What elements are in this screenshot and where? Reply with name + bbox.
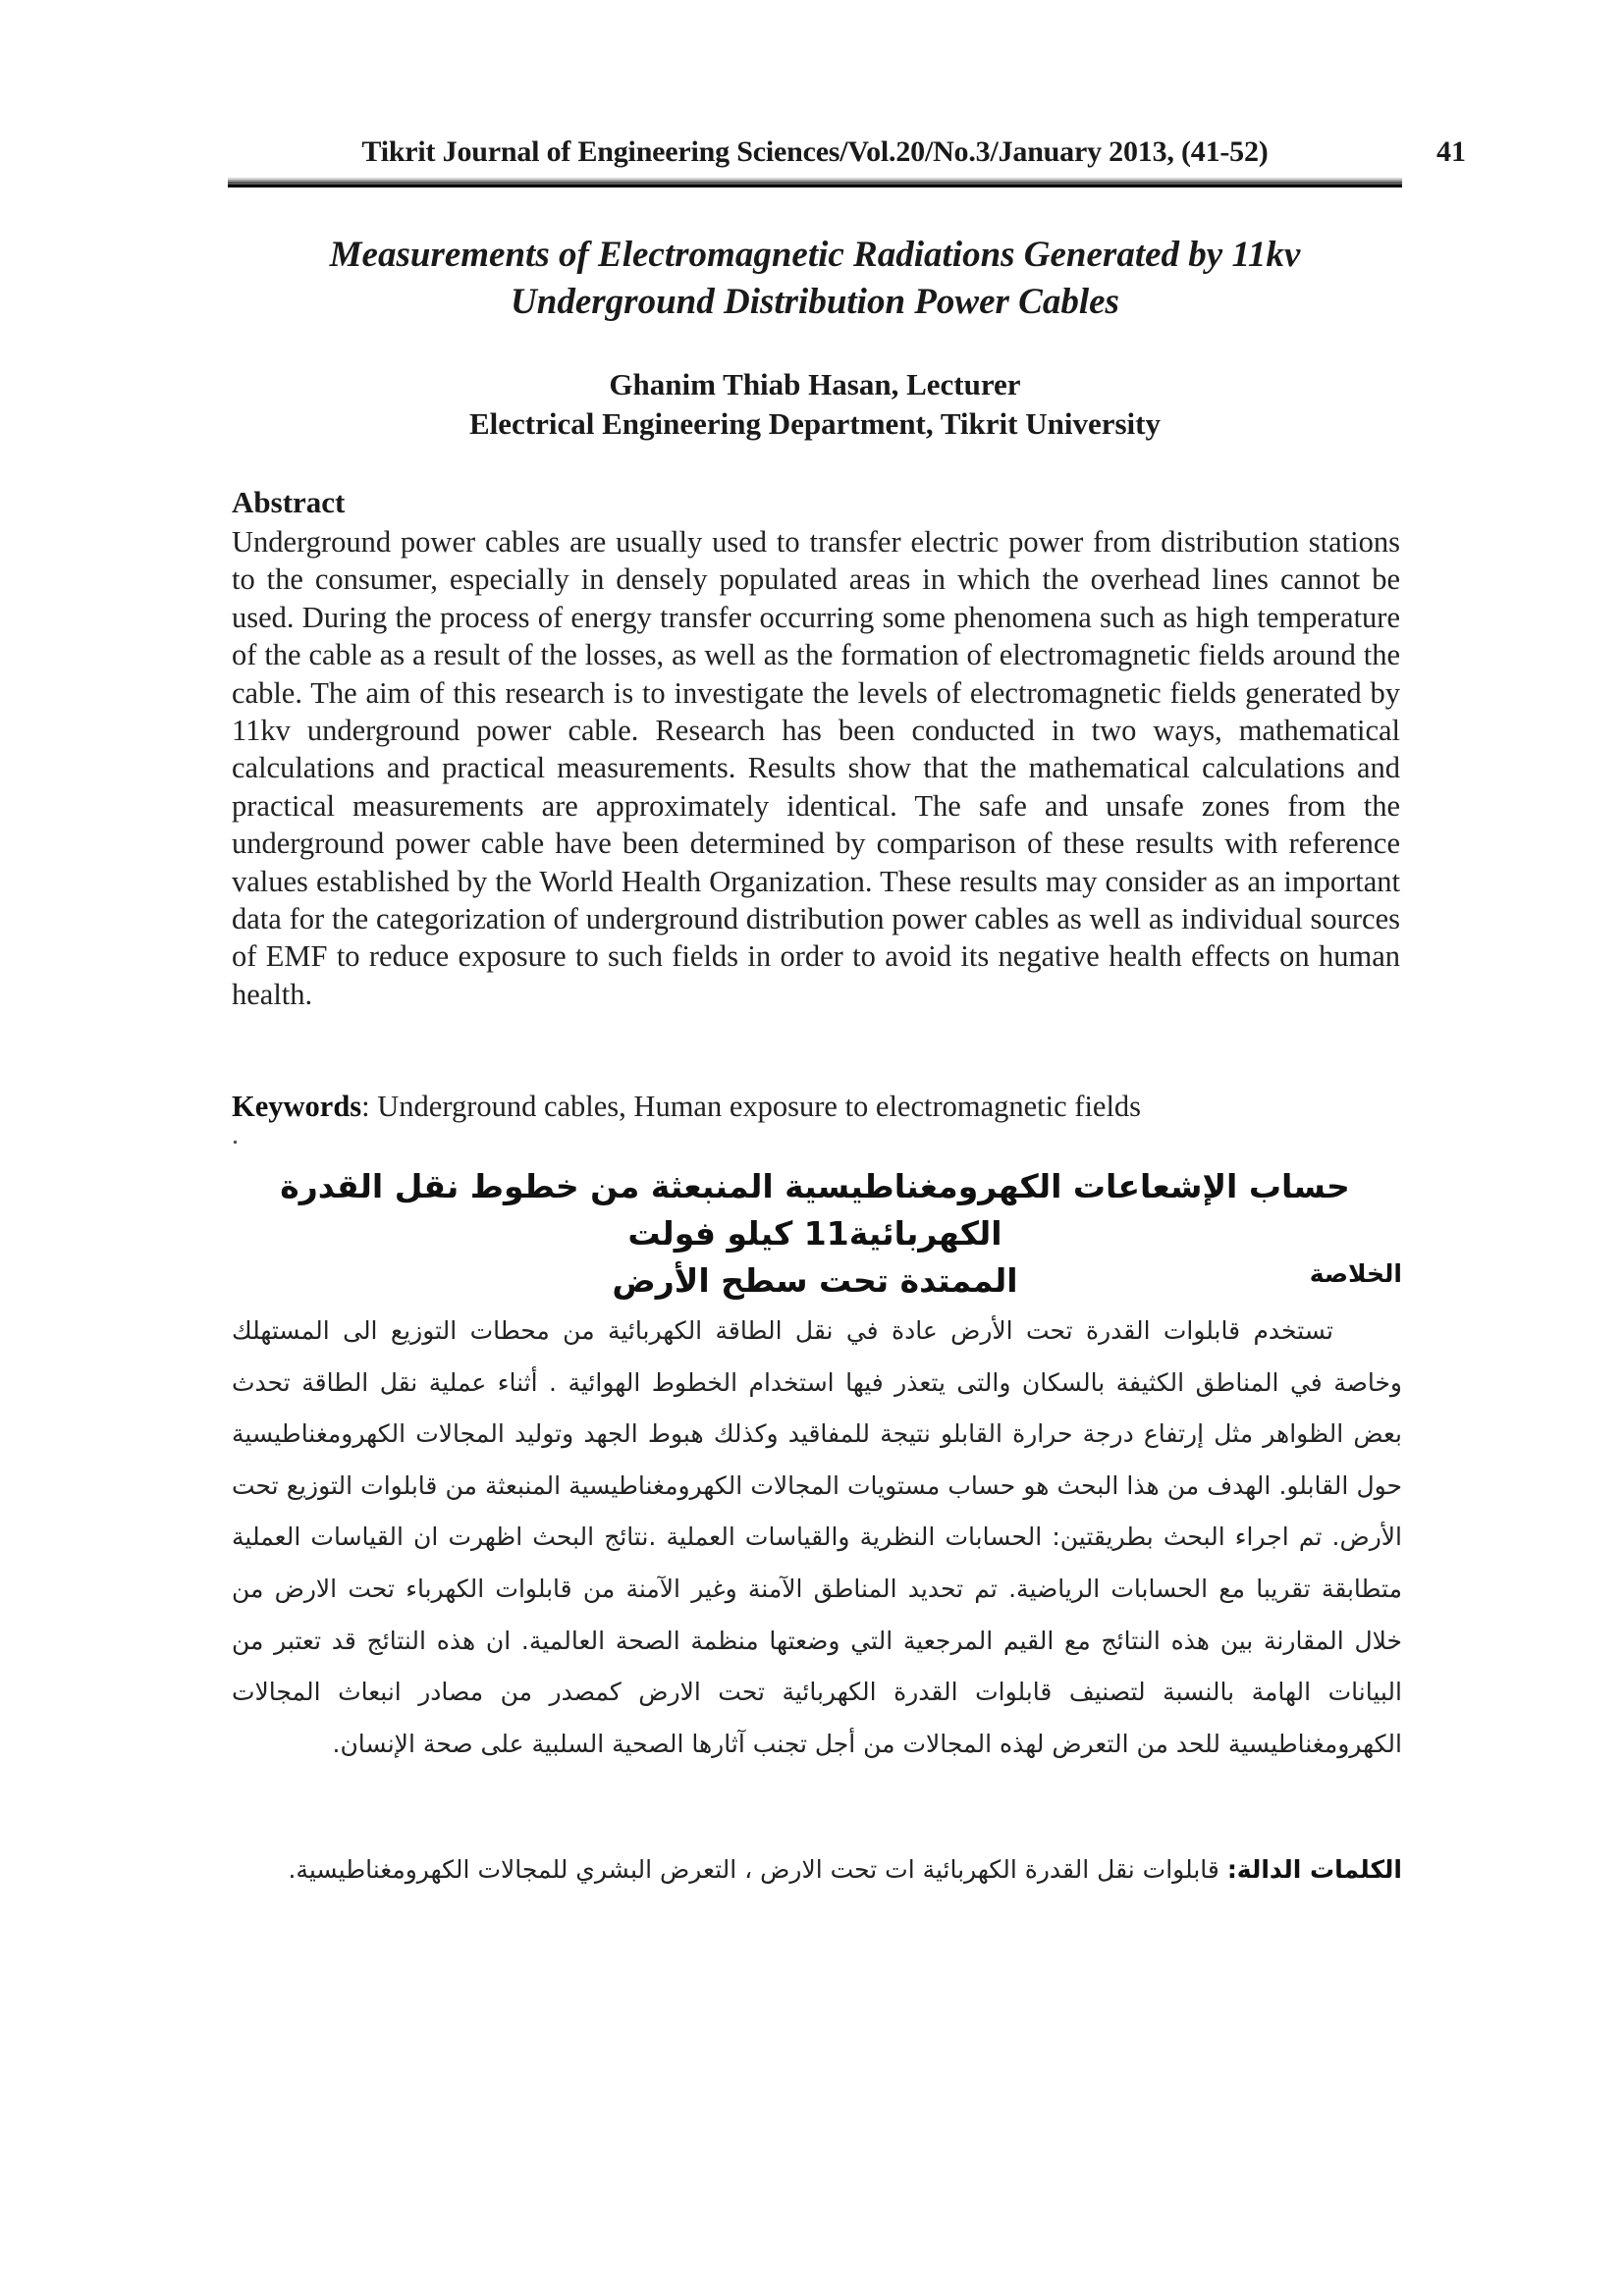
- page-number: 41: [1436, 135, 1466, 168]
- paper-title: [228, 232, 1402, 326]
- author-affiliation: Electrical Engineering Department, Tikrit University: [468, 406, 1161, 441]
- paper-title-line-2: Underground Distribution Power Cables: [511, 282, 1119, 322]
- author-block: [228, 365, 1402, 444]
- header-rule: [228, 178, 1402, 187]
- arabic-abstract-heading: الخلاصة: [1309, 1259, 1402, 1288]
- keywords-text: : Underground cables, Human exposure to electromagnetic fields: [361, 1090, 1142, 1123]
- arabic-keywords-label: الكلمات الدالة:: [1226, 1855, 1402, 1884]
- stray-dot: [234, 1141, 237, 1144]
- arabic-title: [228, 1163, 1402, 1305]
- author-name: Ghanim Thiab Hasan, Lecturer: [609, 367, 1021, 401]
- running-header: Tikrit Journal of Engineering Sciences/Vol.20/No.3/January 2013, (41-52): [361, 135, 1269, 168]
- arabic-abstract-body: [232, 1306, 1402, 1770]
- arabic-title-line-2: الممتدة تحت سطح الأرض: [612, 1261, 1018, 1300]
- keywords: [232, 1090, 1141, 1124]
- arabic-abstract-text: تستخدم قابلوات القدرة تحت الأرض عادة في نقل الطاقة الكهربائية من محطات التوزيع الى المستهلك وخاصة في المناطق الكثيفة بالسكان والتى يتعذر فيها استخدام الخطوط الهوائية . أثناء عملية نقل الطاقة تحدث بعض الظواهر مثل إرتفاع درجة حرارة القابلو نتيجة للمفاقيد وكذلك هبوط الجهد وتوليد المجالات الكهرومغناطيسية حول القابلو. الهدف من هذا البحث هو حساب مستويات المجالات الكهرومغناطيسية المنبعثة من قابلوات التوزيع تحت الأرض. تم اجراء البحث بطريقتين: الحسابات النظرية والقياسات العملية .نتائج البحث اظهرت ان القياسات العملية متطابقة تقريبا مع الحسابات الرياضية. تم تحديد المناطق الآمنة وغير الآمنة من قابلوات الكهرباء تحت الارض من خلال المقارنة بين هذه النتائج مع القيم المرجعية التي وضعتها منظمة الصحة العالمية. ان هذه النتائج قد تعتبر من البيانات الهامة بالنسبة لتصنيف قابلوات القدرة الكهربائية تحت الارض كمصدر من مصادر انبعاث المجالات الكهرومغناطيسية للحد من التعرض لهذه المجالات من أجل تجنب آثارها الصحية السلبية على صحة الإنسان.: [232, 1316, 1402, 1758]
- keywords-label: Keywords: [232, 1090, 362, 1123]
- arabic-keywords: [232, 1855, 1402, 1884]
- abstract-heading: Abstract: [232, 485, 346, 519]
- paper-title-line-1: Measurements of Electromagnetic Radiations Generated by 11kv: [329, 235, 1301, 275]
- arabic-title-line-1: حساب الإشعاعات الكهرومغناطيسية المنبعثة من خطوط نقل القدرة الكهربائية11 كيلو فولت: [280, 1167, 1350, 1253]
- arabic-keywords-text: قابلوات نقل القدرة الكهربائية ات تحت الارض ، التعرض البشري للمجالات الكهرومغناطيسية.: [288, 1855, 1227, 1884]
- abstract-body: Underground power cables are usually used to transfer electric power from distribution stations to the consumer, especially in densely populated areas in which the overhead lines cannot be used. During the process of energy transfer occurring some phenomena such as high temperature of the cable as a result of the losses, as well as the formation of electromagnetic fields around the cable. The aim of this research is to investigate the levels of electromagnetic fields generated by 11kv underground power cable. Research has been conducted in two ways, mathematical calculations and practical measurements. Results show that the mathematical calculations and practical measurements are approximately identical. The safe and unsafe zones from the underground power cable have been determined by comparison of these results with reference values established by the World Health Organization. These results may consider as an important data for the categorization of underground distribution power cables as well as individual sources of EMF to reduce exposure to such fields in order to avoid its negative health effects on human health.: [232, 525, 1400, 1011]
